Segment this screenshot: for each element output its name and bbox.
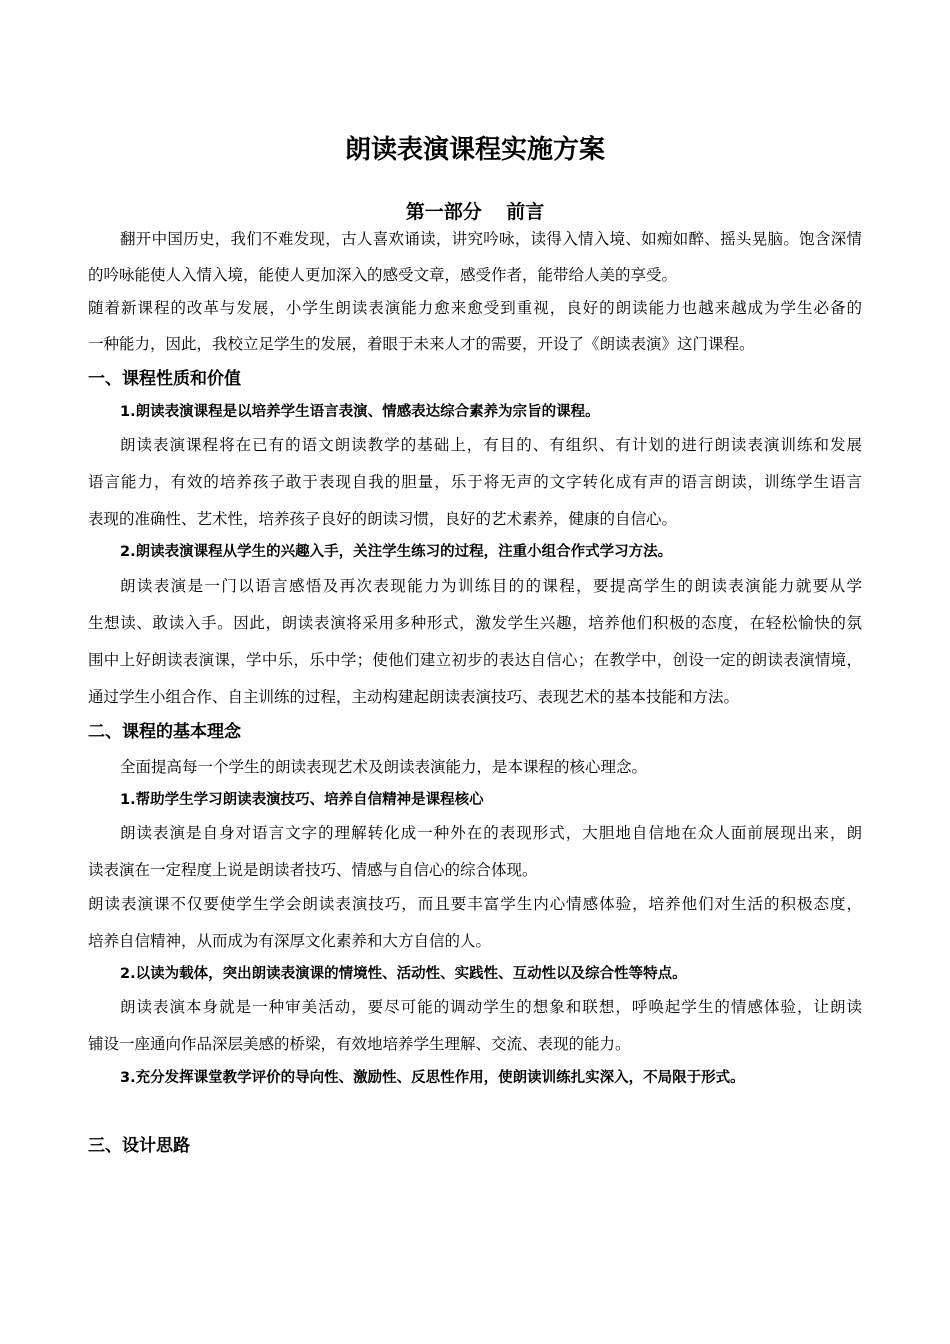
section-heading: 二、课程的基本理念 — [88, 722, 241, 742]
paragraph-line: 培养自信精神，从而成为有深厚文化素养和大方自信的人。 — [88, 932, 492, 950]
paragraph-line: 表现的准确性、艺术性，培养孩子良好的朗读习惯，良好的艺术素养，健康的自信心。 — [88, 510, 678, 528]
paragraph-line: 的吟咏能使人入情入境，能使人更加深入的感受文章，感受作者，能带给人美的享受。 — [88, 266, 678, 284]
paragraph-line: 语言能力，有效的培养孩子敢于表现自我的胆量，乐于将无声的文字转化成有声的语言朗读，训练学生语言 — [88, 473, 862, 491]
section-heading: 一、课程性质和价值 — [88, 369, 241, 389]
paragraph-line: 铺设一座通向作品深层美感的桥梁，有效地培养学生理解、交流、表现的能力。 — [88, 1035, 631, 1053]
subsection-heading: 1.帮助学生学习朗读表演技巧、培养自信精神是课程核心 — [120, 792, 484, 808]
paragraph-line: 朗读表演课不仅要使学生学会朗读表演技巧，而且要丰富学生内心情感体验，培养他们对生活的积极态度， — [88, 895, 862, 913]
paragraph-line: 随着新课程的改革与发展，小学生朗读表演能力愈来愈受到重视，良好的朗读能力也越来越成为学生必备的 — [88, 299, 862, 317]
part-heading: 第一部分 前言 — [405, 201, 545, 223]
subsection-heading: 2.以读为载体，突出朗读表演课的情境性、活动性、实践性、互动性以及综合性等特点。 — [120, 966, 687, 982]
paragraph-line: 生想读、敢读入手。因此，朗读表演将采用多种形式，激发学生兴趣，培养他们积极的态度，在轻松愉快的氛 — [88, 614, 862, 632]
paragraph-line: 全面提高每一个学生的朗读表现艺术及朗读表演能力，是本课程的核心理念。 — [120, 758, 648, 776]
paragraph-line: 围中上好朗读表演课，学中乐，乐中学；使他们建立初步的表达自信心；在教学中，创设一定的朗读表演情境， — [88, 651, 862, 669]
subsection-heading: 2.朗读表演课程从学生的兴趣入手，关注学生练习的过程，注重小组合作式学习方法。 — [120, 544, 673, 560]
paragraph-line: 朗读表演是自身对语言文字的理解转化成一种外在的表现形式，大胆地自信地在众人面前展现出来，朗 — [120, 824, 862, 842]
subsection-heading: 3.充分发挥课堂教学评价的导向性、激励性、反思性作用，使朗读训练扎实深入，不局限于形式。 — [120, 1070, 745, 1086]
paragraph-line: 读表演在一定程度上说是朗读者技巧、情感与自信心的综合体现。 — [88, 861, 538, 879]
paragraph-line: 一种能力，因此，我校立足学生的发展，着眼于未来人才的需要，开设了《朗读表演》这门课程。 — [88, 335, 755, 353]
document-title: 朗读表演课程实施方案 — [344, 135, 605, 165]
subsection-heading: 1.朗读表演课程是以培养学生语言表演、情感表达综合素养为宗旨的课程。 — [120, 404, 600, 420]
paragraph-line: 翻开中国历史，我们不难发现，古人喜欢诵读，讲究吟咏，读得入情入境、如痴如醉、摇头晃脑。饱含深情 — [120, 230, 862, 248]
paragraph-line: 朗读表演是一门以语言感悟及再次表现能力为训练目的的课程，要提高学生的朗读表演能力就要从学 — [120, 577, 862, 595]
section-heading: 三、设计思路 — [88, 1136, 190, 1156]
paragraph-line: 通过学生小组合作、自主训练的过程，主动构建起朗读表演技巧、表现艺术的基本技能和方法。 — [88, 688, 740, 706]
paragraph-line: 朗读表演课程将在已有的语文朗读教学的基础上，有目的、有组织、有计划的进行朗读表演训练和发展 — [120, 436, 862, 454]
paragraph-line: 朗读表演本身就是一种审美活动，要尽可能的调动学生的想象和联想，呼唤起学生的情感体验，让朗读 — [120, 998, 862, 1016]
